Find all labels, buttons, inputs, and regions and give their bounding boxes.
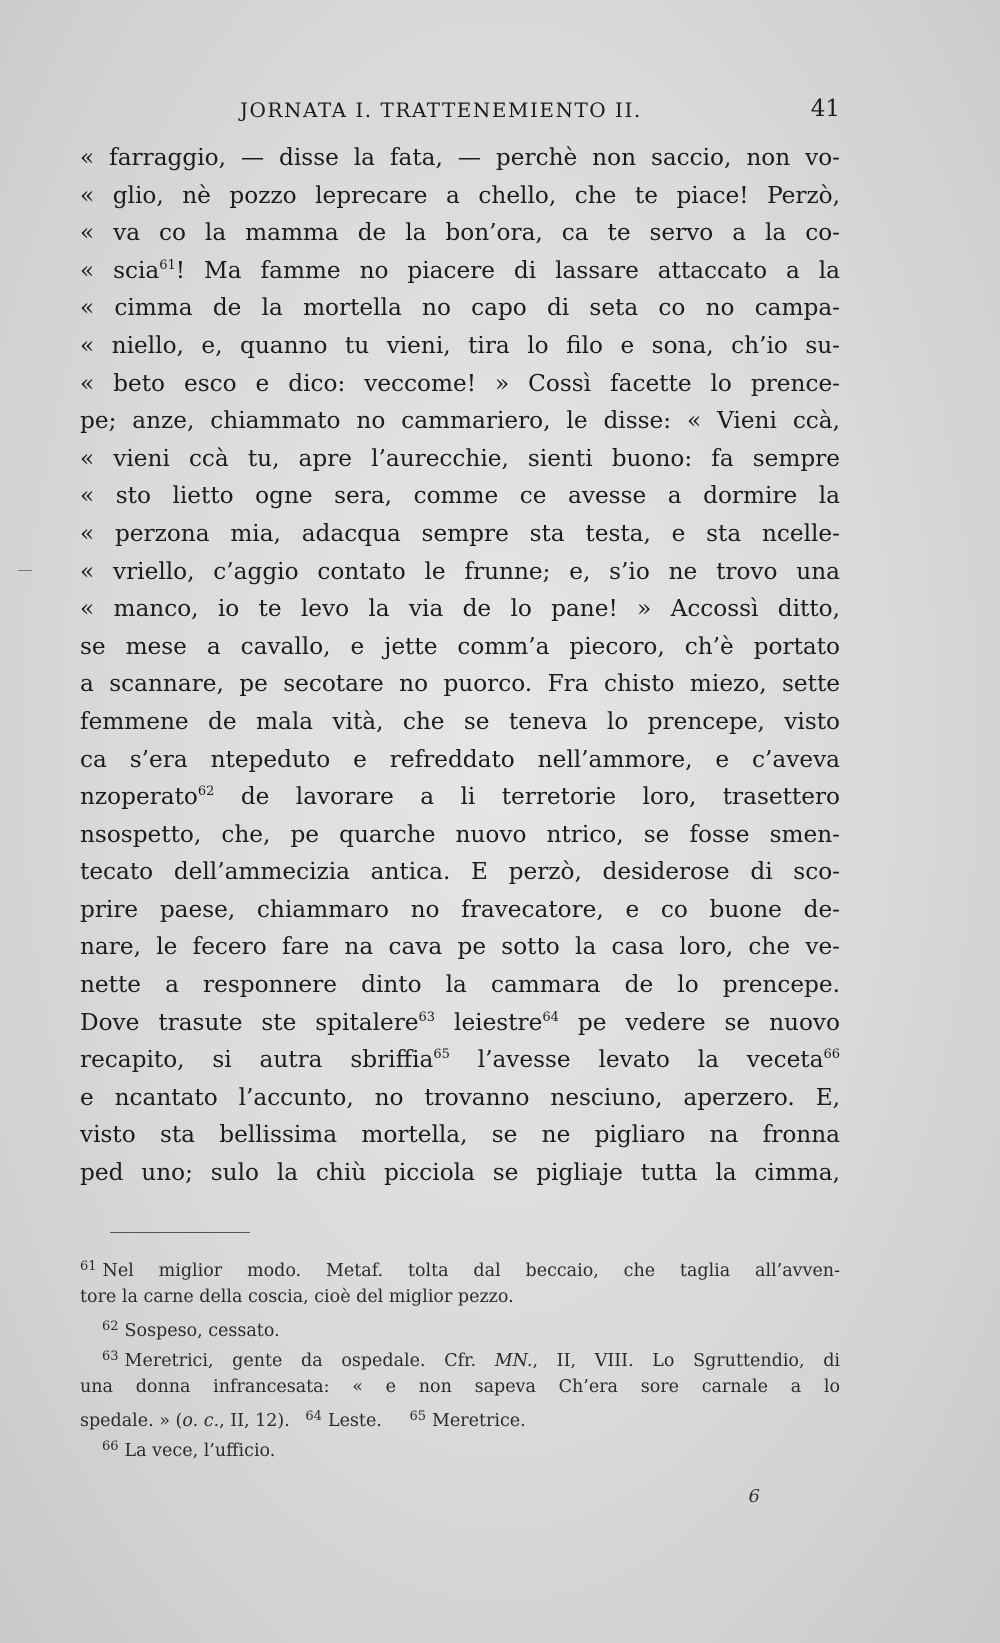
footnote-number: 64 (305, 1409, 322, 1424)
text-line (80, 1004, 840, 1042)
text-segment: l’avesse levato la veceta (449, 1046, 824, 1074)
page-number: 41 (810, 96, 840, 122)
body-text (80, 139, 840, 1192)
footnote-61-line-2 (80, 1282, 840, 1312)
footnote-63-line-3 (80, 1402, 840, 1432)
footnote-63-line-1 (80, 1342, 840, 1372)
footnote-text-italic: MN. (494, 1351, 533, 1371)
text-line: nare, le fecero fare na cava pe sotto la casa loro, che ve- (80, 933, 840, 961)
text-segment: ! Ma famme no piacere di lassare attaccato a la (175, 256, 840, 284)
text-line: e ncantato l’accunto, no trovanno nesciuno, aperzero. E, (80, 1083, 840, 1111)
footnote-text: tore la carne della coscia, cioè del miglior pezzo. (80, 1287, 514, 1307)
footnote-text: una donna infrancesata: « e non sapeva Ch’era sore carnale a lo (80, 1377, 840, 1397)
footnote-ref: 61 (159, 257, 176, 273)
footnote-63-line-2 (80, 1372, 840, 1402)
signature-mark: 6 (748, 1486, 760, 1507)
text-line: « manco, io te levo la via de lo pane! » Accossì ditto, (80, 595, 840, 623)
text-line: ped uno; sulo la chiù picciola se pigliaje tutta la cimma, (80, 1159, 840, 1187)
text-line (80, 1041, 840, 1079)
footnote-ref: 64 (542, 1009, 559, 1025)
footnotes (80, 1252, 840, 1462)
text-line: « perzona mia, adacqua sempre sta testa, e sta ncelle- (80, 519, 840, 547)
footnote-ref: 65 (433, 1047, 450, 1063)
text-line: pe; anze, chiammato no cammariero, le disse: « Vieni ccà, (80, 407, 840, 435)
margin-mark (18, 570, 32, 571)
footnote-number: 66 (102, 1439, 119, 1454)
footnote-61-line-1 (80, 1252, 840, 1282)
text-segment: Dove trasute ste spitalere (80, 1008, 419, 1036)
text-line: « va co la mamma de la bon’ora, ca te servo a la co- (80, 219, 840, 247)
footnote-text: La vece, l’ufficio. (124, 1441, 276, 1461)
footnote-number: 62 (102, 1319, 119, 1334)
footnote-text: Meretrice. (432, 1411, 526, 1431)
text-segment: leiestre (435, 1008, 543, 1036)
text-line: femmene de mala vità, che se teneva lo prencepe, visto (80, 707, 840, 735)
footnote-62 (80, 1312, 840, 1342)
text-segment: recapito, si autra sbriffia (80, 1046, 434, 1074)
text-line: « cimma de la mortella no capo di seta co no campa- (80, 294, 840, 322)
footnote-text-italic: o. c. (182, 1411, 220, 1431)
footnote-ref: 62 (197, 784, 215, 800)
text-line: se mese a cavallo, e jette comm’a piecoro, ch’è portato (80, 632, 840, 660)
footnote-text: Nel miglior modo. Metaf. tolta dal beccaio, che taglia all’avven- (102, 1261, 840, 1281)
text-line: « beto esco e dico: veccome! » Cossì facette lo prence- (80, 369, 840, 397)
footnote-text: Meretrici, gente da ospedale. Cfr. (124, 1351, 495, 1371)
footnote-text: spedale. » ( (80, 1411, 183, 1431)
text-segment: nzoperato (80, 783, 198, 811)
text-segment: pe vedere se nuovo (558, 1008, 840, 1036)
text-line: « vriello, c’aggio contato le frunne; e, s’io ne trovo una (80, 557, 840, 585)
text-line: « farraggio, — disse la fata, — perchè non saccio, non vo- (80, 144, 840, 171)
text-line (80, 252, 840, 290)
text-line: « sto lietto ogne sera, comme ce avesse a dormire la (80, 482, 840, 510)
running-head: JORNATA I. TRATTENEMIENTO II. (240, 98, 642, 122)
text-line: nette a responnere dinto la cammara de lo prencepe. (80, 971, 840, 999)
text-line: prire paese, chiammaro no fravecatore, e co buone de- (80, 895, 840, 923)
text-segment: de lavorare a li terretorie loro, trasettero (214, 783, 840, 811)
text-line: a scannare, pe secotare no puorco. Fra chisto miezo, sette (80, 670, 840, 698)
footnote-text: Sospeso, cessato. (124, 1321, 280, 1341)
text-line: nsospetto, che, pe quarche nuovo ntrico, se fosse smen- (80, 820, 840, 848)
text-line: « vieni ccà tu, apre l’aurecchie, sienti buono: fa sempre (80, 444, 840, 472)
text-line: tecato dell’ammecizia antica. E perzò, desiderose di sco- (80, 858, 840, 886)
footnote-rule (110, 1232, 250, 1233)
footnote-number: 61 (80, 1259, 97, 1274)
text-line (80, 778, 840, 816)
footnote-number: 63 (102, 1349, 119, 1364)
text-line: « niello, e, quanno tu vieni, tira lo filo e sona, ch’io su- (80, 331, 840, 359)
footnote-66 (80, 1432, 840, 1462)
footnote-text: , II, VIII. Lo Sgruttendio, di (532, 1351, 840, 1371)
footnote-ref: 66 (823, 1047, 840, 1063)
footnote-text: , II, 12). (219, 1411, 290, 1431)
footnote-number: 65 (409, 1409, 426, 1424)
footnote-text: Leste. (327, 1411, 382, 1431)
page-header (80, 96, 840, 132)
text-line: ca s’era ntepeduto e refreddato nell’ammore, e c’aveva (80, 745, 840, 773)
footnote-ref: 63 (418, 1009, 436, 1025)
text-line: visto sta bellissima mortella, se ne pigliaro na fronna (80, 1121, 840, 1149)
text-segment: « scia (80, 256, 160, 284)
text-line: « glio, nè pozzo leprecare a chello, che te piace! Perzò, (80, 181, 840, 209)
